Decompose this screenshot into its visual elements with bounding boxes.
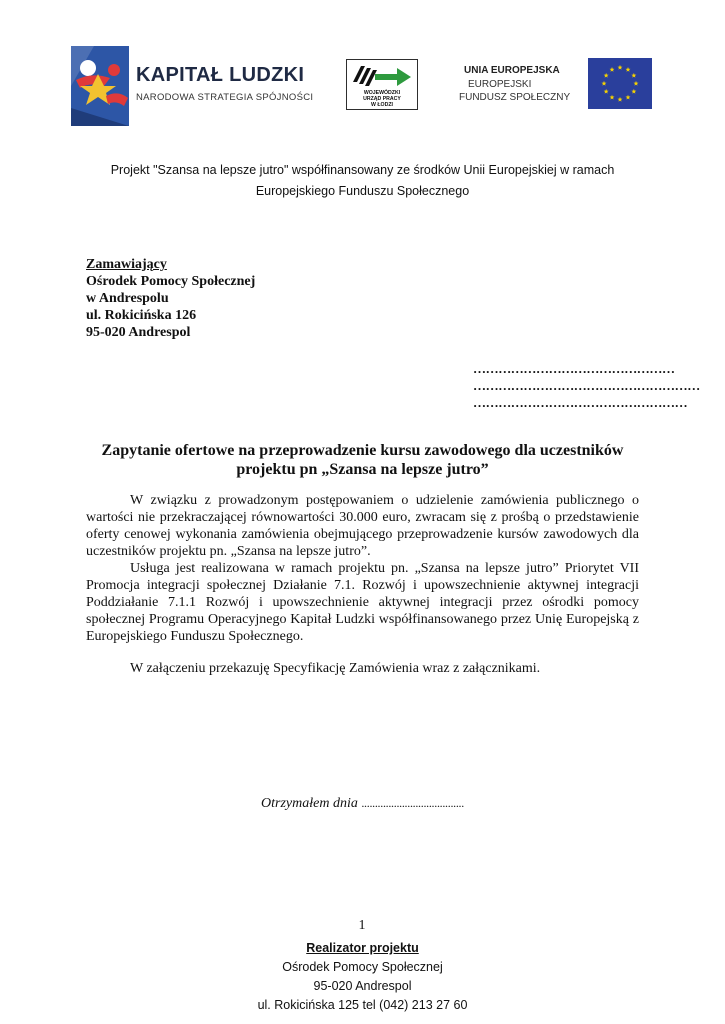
- document-title-line-1: Zapytanie ofertowe na przeprowadzenie kursu zawodowego dla uczestników: [101, 442, 624, 459]
- wup-logo: [346, 59, 418, 110]
- received-label: Otrzymałem dnia: [261, 796, 358, 811]
- wup-line-3: W ŁODZI: [371, 102, 393, 108]
- ordering-party-label: Zamawiający: [86, 257, 167, 272]
- recipient-line-2: ………………………………………………: [473, 378, 700, 393]
- wup-arrow-icon: [351, 62, 413, 90]
- ordering-party-street: ul. Rokicińska 126: [86, 308, 197, 323]
- ordering-party-name: Ośrodek Pomocy Społecznej: [86, 274, 256, 289]
- page-number: 1: [358, 918, 366, 933]
- recipient-line-3: ……………………………………………: [473, 395, 688, 410]
- kapital-ludzki-title: KAPITAŁ LUDZKI: [136, 64, 305, 86]
- eu-line-3: FUNDUSZ SPOŁECZNY: [459, 92, 571, 103]
- document-title: [86, 441, 639, 479]
- eu-line-1: UNIA EUROPEJSKA: [464, 65, 560, 76]
- body-paragraph-3: W załączeniu przekazuję Specyfikację Zamówienia wraz z załącznikami.: [130, 661, 541, 676]
- project-funding-header: [60, 160, 665, 202]
- footer-line-1: Ośrodek Pomocy Społecznej: [282, 960, 443, 974]
- project-line-2: Europejskiego Funduszu Społecznego: [255, 184, 470, 198]
- footer-heading: Realizator projektu: [306, 941, 419, 955]
- eu-efs-logo: [459, 58, 655, 110]
- ordering-party-place: w Andrespolu: [86, 291, 169, 306]
- kapital-ludzki-logo: [66, 46, 316, 128]
- eu-line-2: EUROPEJSKI: [468, 79, 532, 90]
- received-date-fill: ......................................: [361, 796, 464, 810]
- received-date-line: [86, 796, 639, 812]
- footer-line-2: 95-020 Andrespol: [313, 979, 412, 993]
- document-body: [86, 492, 639, 677]
- eu-flag-icon: [588, 58, 652, 109]
- kapital-ludzki-emblem-icon: [66, 46, 132, 128]
- wup-line-2: URZĄD PRACY: [363, 96, 401, 102]
- ordering-party-postcode: 95-020 Andrespol: [86, 325, 191, 340]
- document-title-line-2: projektu pn „Szansa na lepsze jutro”: [236, 461, 489, 478]
- recipient-line-1: …………………………………………: [473, 361, 675, 376]
- footer: [200, 939, 525, 1015]
- body-paragraph-2: Usługa jest realizowana w ramach projektu pn. „Szansa na lepsze jutro” Priorytet VII Promocja integracji społecznej Działanie 7.1. Rozwój i upowszechnienie aktywnej integracji Poddziałanie 7.1.1 Rozwój i upowszechnienie aktywnej integracji przez ośrodki pomocy społecznej Programu Operacyjnego Kapitał Ludzki współfinansowanego przez Unię Europejską z Europejskiego Funduszu Społecznego.: [86, 561, 639, 644]
- footer-line-3: ul. Rokicińska 125 tel (042) 213 27 60: [257, 998, 468, 1012]
- kapital-ludzki-subtitle: NARODOWA STRATEGIA SPÓJNOŚCI: [136, 92, 314, 103]
- body-paragraph-1: W związku z prowadzonym postępowaniem o udzielenie zamówienia publicznego o wartości nie przekraczającej równowartości 30.000 euro, zwracam się z prośbą o przedstawienie oferty cenowej wykonania zamówienia obejmującego przeprowadzenie kursów zawodowych dla uczestników projektu pn. „Szansa na lepsze jutro”.: [86, 493, 639, 559]
- project-line-1: Projekt "Szansa na lepsze jutro" współfinansowany ze środków Unii Europejskiej w ramach: [110, 163, 615, 177]
- wup-line-1: WOJEWÓDZKI: [363, 90, 401, 96]
- ordering-party-block: [86, 256, 255, 341]
